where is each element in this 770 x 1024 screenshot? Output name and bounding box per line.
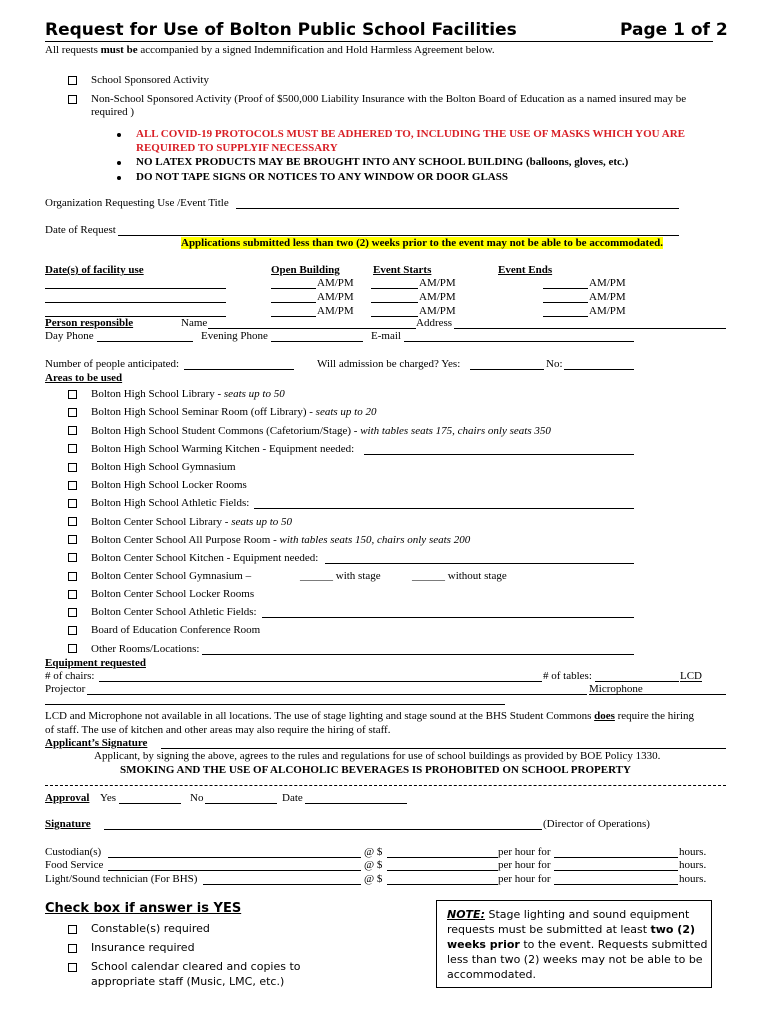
light-sound-rate-field[interactable] [387,884,498,885]
ampm-label: AM/PM [419,291,456,303]
evening-phone-field[interactable] [271,341,363,342]
organization-field[interactable] [236,208,679,209]
email-field[interactable] [404,341,634,342]
note-label: NOTE: [447,908,485,921]
bullet [117,176,121,180]
dates-header: Date(s) of facility use [45,264,144,276]
school-sponsored-checkbox[interactable] [68,76,77,85]
open-building-header: Open Building [271,264,340,276]
evening-phone-label: Evening Phone [201,330,268,342]
chairs-field[interactable] [99,681,542,682]
custodians-field[interactable] [108,857,361,858]
area-checkbox[interactable] [68,444,77,453]
food-service-rate-field[interactable] [387,870,498,871]
end-time-field[interactable] [543,288,588,289]
email-label: E-mail [371,330,401,342]
admission-label: Will admission be charged? Yes: [317,358,461,370]
divider [45,785,726,786]
microphone-label: Microphone [589,683,643,695]
area-item: Bolton Center School Kitchen - Equipment needed: [91,552,319,564]
area-checkbox[interactable] [68,390,77,399]
without-stage-option[interactable]: ______ without stage [412,570,507,582]
approval-heading: Approval [45,792,90,804]
event-ends-header: Event Ends [498,264,553,276]
per-hour-label: per hour for [498,873,551,885]
checklist-heading: Check box if answer is YES [45,901,242,916]
ampm-label: AM/PM [317,291,354,303]
area-checkbox[interactable] [68,644,77,653]
tables-label: # of tables: [543,670,592,682]
start-time-field[interactable] [371,288,418,289]
area-checkbox[interactable] [68,499,77,508]
covid-rule: ALL COVID-19 PROTOCOLS MUST BE ADHERED TO, INCLUDING THE USE OF MASKS WHICH YOU ARE [136,128,685,140]
director-label: (Director of Operations) [543,818,650,830]
approval-yes-field[interactable] [119,803,181,804]
admission-no-label: No: [546,358,563,370]
calendar-label-cont: appropriate staff (Music, LMC, etc.) [91,975,285,988]
page-title: Request for Use of Bolton Public School Facilities [45,20,517,40]
equipment-needed-field[interactable] [364,454,634,455]
food-service-label: Food Service [45,859,104,871]
covid-rule-cont: REQUIRED TO SUPPLYIF NECESSARY [136,142,338,154]
non-school-sponsored-checkbox[interactable] [68,95,77,104]
start-time-field[interactable] [371,316,418,317]
area-item: Bolton High School Warming Kitchen - Equipment needed: [91,443,355,455]
smoking-notice: SMOKING AND THE USE OF ALCOHOLIC BEVERAGES IS PROHOBITED ON SCHOOL PROPERTY [120,764,631,776]
day-phone-field[interactable] [97,341,193,342]
organization-label: Organization Requesting Use /Event Title [45,197,229,209]
custodians-label: Custodian(s) [45,846,102,858]
constable-label: Constable(s) required [91,922,210,935]
athletic-fields-field[interactable] [254,508,634,509]
projector-field[interactable] [87,694,587,695]
name-field[interactable] [208,328,416,329]
school-sponsored-label: School Sponsored Activity [91,74,209,86]
food-service-field[interactable] [108,870,361,871]
title-rule [45,41,713,42]
area-checkbox[interactable] [68,572,77,581]
admission-no-field[interactable] [564,369,634,370]
custodians-hours-field[interactable] [554,857,678,858]
ampm-label: AM/PM [317,305,354,317]
insurance-checkbox[interactable] [68,944,77,953]
area-item: Bolton High School Library - seats up to 50 [91,388,285,400]
insurance-label: Insurance required [91,941,195,954]
address-label: Address [416,317,453,329]
custodians-rate-field[interactable] [387,857,498,858]
approval-date-field[interactable] [305,803,407,804]
area-item: Bolton High School Gymnasium [91,461,236,473]
projector-label: Projector [45,683,86,695]
rate-label: @ $ [364,846,383,858]
admission-yes-field[interactable] [470,369,544,370]
people-anticipated-field[interactable] [184,369,294,370]
area-item: Bolton High School Athletic Fields: [91,497,250,509]
lcd-field[interactable] [680,681,702,682]
area-checkbox[interactable] [68,553,77,562]
ampm-label: AM/PM [317,277,354,289]
equipment-heading: Equipment requested [45,657,146,669]
tables-field[interactable] [595,681,679,682]
food-service-hours-field[interactable] [554,870,678,871]
light-sound-label: Light/Sound technician (For BHS) [45,873,198,885]
equipment-needed-field[interactable] [325,563,634,564]
day-phone-label: Day Phone [45,330,94,342]
area-item: Bolton Center School Athletic Fields: [91,606,257,618]
lcd-notice-cont: of staff. The use of kitchen and other areas may also require the hiring of staff. [45,724,391,736]
start-time-field[interactable] [371,302,418,303]
hours-label: hours. [679,859,707,871]
area-item: Bolton Center School Library - seats up to 50 [91,516,293,528]
intro-text: All requests must be accompanied by a signed Indemnification and Hold Harmless Agreement below. [45,44,495,56]
open-time-field[interactable] [271,288,316,289]
area-checkbox[interactable] [68,517,77,526]
per-hour-label: per hour for [498,859,551,871]
calendar-label: School calendar cleared and copies to [91,960,301,973]
athletic-fields-field[interactable] [262,617,634,618]
hours-label: hours. [679,846,707,858]
rate-label: @ $ [364,873,383,885]
area-checkbox[interactable] [68,626,77,635]
area-item: Other Rooms/Locations: [91,643,200,655]
area-item: Bolton Center School All Purpose Room - with tables seats 150, chairs only seats 200 [91,534,471,546]
bullet [117,161,121,165]
tape-rule: DO NOT TAPE SIGNS OR NOTICES TO ANY WINDOW OR DOOR GLASS [136,171,508,183]
approval-no-field[interactable] [205,803,277,804]
open-time-field[interactable] [271,316,316,317]
note-box: NOTE: Stage lighting and sound equipment requests must be submitted at least two (2) weeks prior to the event. Requests submitted less than two (2) weeks may not be able to be accommodated. [436,900,712,988]
non-school-sponsored-label-cont: required ) [91,106,135,118]
microphone-field[interactable] [589,694,726,695]
with-stage-option[interactable]: ______ with stage [300,570,381,582]
lcd-label: LCD [680,670,702,682]
area-checkbox[interactable] [68,481,77,490]
chairs-label: # of chairs: [45,670,95,682]
end-time-field[interactable] [543,302,588,303]
applicant-signature-field[interactable] [161,748,726,749]
areas-heading: Areas to be used [45,372,123,384]
end-time-field[interactable] [543,316,588,317]
hours-label: hours. [679,873,707,885]
open-time-field[interactable] [271,302,316,303]
approval-yes-label: Yes [100,792,117,804]
people-anticipated-label: Number of people anticipated: [45,358,180,370]
ampm-label: AM/PM [419,277,456,289]
agreement-text: Applicant, by signing the above, agrees to the rules and regulations for use of school buildings as provided by BOE Policy 1330. [94,750,661,762]
ampm-label: AM/PM [589,277,626,289]
area-item: Bolton Center School Locker Rooms [91,588,255,600]
address-field[interactable] [454,328,726,329]
approval-no-label: No [190,792,204,804]
area-checkbox[interactable] [68,590,77,599]
area-item: Bolton Center School Gymnasium – [91,570,252,582]
bullet [117,133,121,137]
date-of-request-label: Date of Request [45,224,116,236]
event-starts-header: Event Starts [373,264,432,276]
per-hour-label: per hour for [498,846,551,858]
person-responsible-label: Person responsible [45,317,134,329]
divider [45,704,505,705]
area-checkbox[interactable] [68,463,77,472]
director-signature-field[interactable] [104,829,542,830]
constable-checkbox[interactable] [68,925,77,934]
applicant-signature-heading: Applicant’s Signature [45,737,148,749]
latex-rule: NO LATEX PRODUCTS MAY BE BROUGHT INTO ANY SCHOOL BUILDING (balloons, gloves, etc.) [136,156,629,168]
area-checkbox[interactable] [68,535,77,544]
rate-label: @ $ [364,859,383,871]
light-sound-hours-field[interactable] [554,884,678,885]
date-field[interactable] [45,288,226,289]
date-of-request-field[interactable] [118,235,679,236]
area-checkbox[interactable] [68,408,77,417]
area-item: Bolton High School Seminar Room (off Library) - seats up to 20 [91,406,377,418]
area-item: Board of Education Conference Room [91,624,261,636]
lcd-notice: LCD and Microphone not available in all locations. The use of stage lighting and stage sound at the BHS Student Commons does require the hiring [45,710,695,722]
two-week-notice: Applications submitted less than two (2) weeks prior to the event may not be able to be accommodated. [181,237,663,249]
approval-date-label: Date [282,792,303,804]
calendar-checkbox[interactable] [68,963,77,972]
other-rooms-field[interactable] [202,654,634,655]
ampm-label: AM/PM [419,305,456,317]
ampm-label: AM/PM [589,291,626,303]
date-field[interactable] [45,302,226,303]
area-item: Bolton High School Student Commons (Cafetorium/Stage) - with tables seats 175, chairs only seats 350 [91,425,551,437]
director-signature-label: Signature [45,818,91,830]
area-checkbox[interactable] [68,426,77,435]
ampm-label: AM/PM [589,305,626,317]
page-number: Page 1 of 2 [620,20,728,40]
non-school-sponsored-label: Non-School Sponsored Activity (Proof of $500,000 Liability Insurance with the Bolton Board of Education as a named insured may be [91,93,687,105]
area-checkbox[interactable] [68,608,77,617]
area-item: Bolton High School Locker Rooms [91,479,247,491]
light-sound-field[interactable] [203,884,361,885]
name-label: Name [181,317,208,329]
